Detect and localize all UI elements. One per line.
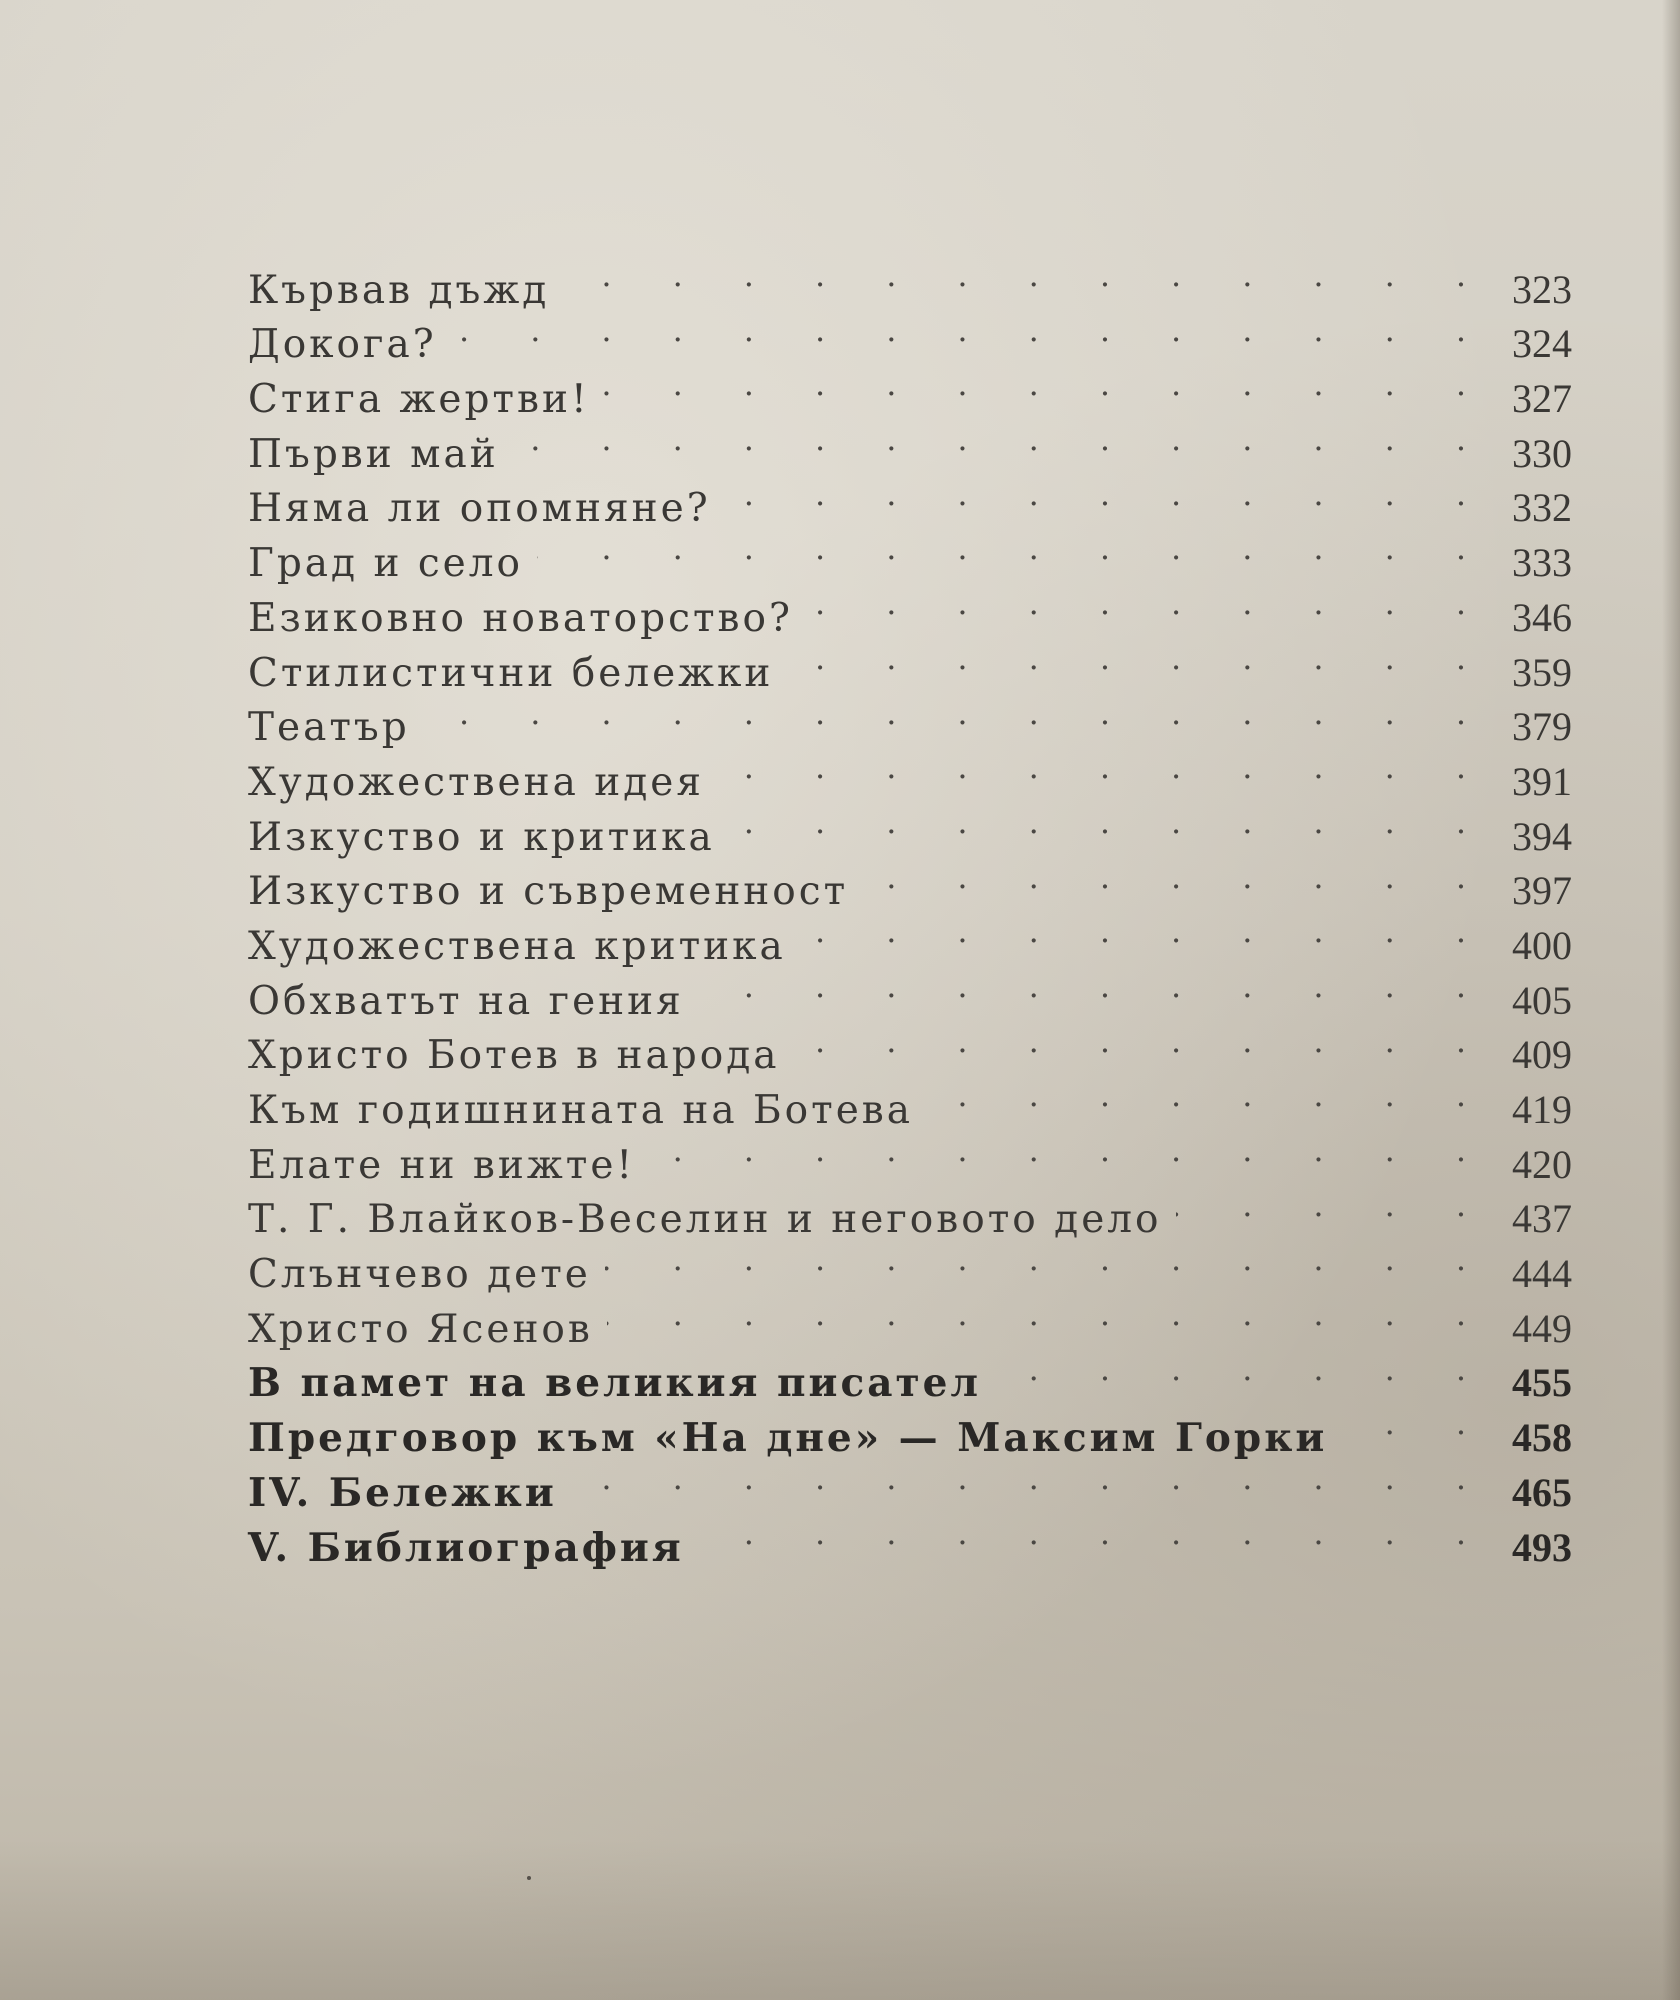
toc-dot-leader [513, 412, 1466, 467]
toc-dot-leader [800, 904, 1466, 959]
toc-entry-page-number: 409 [1512, 1032, 1572, 1078]
toc-entry-page-number: 455 [1512, 1360, 1572, 1406]
toc-dot-leader [698, 1506, 1466, 1561]
toc-dot-leader [698, 959, 1466, 1014]
toc-dot-leader [605, 1232, 1466, 1287]
toc-entry-page-number: 444 [1512, 1251, 1572, 1297]
toc-entry-page-number: 324 [1512, 321, 1572, 367]
toc-dot-leader [607, 1287, 1466, 1342]
toc-entry-title: Няма ли опомняне? [248, 486, 711, 532]
toc-dot-leader [649, 1123, 1466, 1178]
toc-dot-leader [571, 1451, 1466, 1506]
toc-entry-page-number: 419 [1512, 1087, 1572, 1133]
toc-entry [248, 740, 1572, 805]
page-edge-shadow [1662, 0, 1680, 2000]
toc-entry-page-number: 332 [1512, 485, 1572, 531]
toc-entry-page-number: 420 [1512, 1141, 1572, 1187]
toc-entry-title: Към годишнината на Ботева [248, 1088, 914, 1134]
toc-dot-leader [725, 467, 1466, 522]
toc-dot-leader [807, 576, 1466, 631]
toc-entry-title: Художествена идея [248, 759, 704, 805]
toc-entry-page-number: 379 [1512, 704, 1572, 750]
toc-entry-title: Стилистични бележки [248, 650, 774, 696]
table-of-contents [248, 248, 1572, 1571]
toc-dot-leader [862, 850, 1466, 905]
toc-entry-title: Христо Ботев в народа [248, 1033, 780, 1079]
toc-entry-page-number: 330 [1512, 430, 1572, 476]
print-speck [527, 1876, 531, 1880]
toc-entry-page-number: 333 [1512, 540, 1572, 586]
toc-entry-title: Слънчево дете [248, 1252, 591, 1298]
toc-entry-title: Елате ни вижте! [248, 1142, 636, 1188]
toc-dot-leader [729, 795, 1466, 850]
toc-entry-title: Художествена критика [248, 923, 786, 969]
toc-entry-title: Първи май [248, 431, 499, 477]
toc-entry-title: IV. Бележки [248, 1469, 557, 1516]
toc-dot-leader [1341, 1396, 1466, 1451]
toc-entry-page-number: 493 [1512, 1524, 1572, 1570]
toc-dot-leader [1176, 1178, 1466, 1233]
toc-entry-page-number: 394 [1512, 813, 1572, 859]
toc-entry-page-number: 400 [1512, 922, 1572, 968]
toc-entry-title: Стига жертви! [248, 377, 590, 423]
toc-entry-page-number: 346 [1512, 594, 1572, 640]
toc-entry-page-number: 449 [1512, 1305, 1572, 1351]
toc-entry-title: Т. Г. Влайков-Веселин и неговото дело [248, 1197, 1162, 1243]
toc-dot-leader [563, 248, 1466, 303]
toc-entry-page-number: 405 [1512, 977, 1572, 1023]
toc-entry-page-number: 391 [1512, 758, 1572, 804]
toc-entry-title: Кървав дъжд [248, 267, 550, 313]
toc-dot-leader [927, 1068, 1466, 1123]
toc-entry-title: V. Библиография [248, 1524, 684, 1571]
toc-dot-leader [995, 1342, 1466, 1397]
toc-entry-title: В памет на великия писател [248, 1360, 981, 1407]
page-bottom-shadow [0, 1840, 1680, 2000]
toc-entry-page-number: 458 [1512, 1415, 1572, 1461]
toc-entry-title: Театър [248, 705, 410, 751]
toc-entry [248, 248, 1572, 313]
toc-dot-leader [787, 631, 1466, 686]
toc-entry-title: Град и село [248, 541, 524, 587]
toc-entry-page-number: 323 [1512, 266, 1572, 312]
toc-dot-leader [793, 1014, 1466, 1069]
toc-entry-title: Изкуство и съвременност [248, 869, 849, 915]
toc-dot-leader [718, 740, 1466, 795]
toc-dot-leader [424, 686, 1466, 741]
toc-dot-leader [537, 521, 1466, 576]
toc-entry-title: Докога? [248, 322, 437, 368]
toc-entry-page-number: 437 [1512, 1196, 1572, 1242]
toc-entry-title: Христо Ясенов [248, 1306, 593, 1352]
toc-entry-page-number: 327 [1512, 376, 1572, 422]
toc-entry-title: Обхватът на гения [248, 978, 684, 1024]
toc-entry-title: Предговор към «На дне» — Максим Горки [248, 1415, 1328, 1462]
toc-entry-title: Изкуство и критика [248, 814, 715, 860]
toc-entry-page-number: 465 [1512, 1469, 1572, 1515]
toc-entry-page-number: 359 [1512, 649, 1572, 695]
toc-dot-leader [604, 357, 1466, 412]
toc-entry-page-number: 397 [1512, 868, 1572, 914]
toc-entry-title: Езиковно новаторство? [248, 595, 793, 641]
toc-dot-leader [451, 303, 1466, 358]
toc-entry [248, 686, 1572, 751]
